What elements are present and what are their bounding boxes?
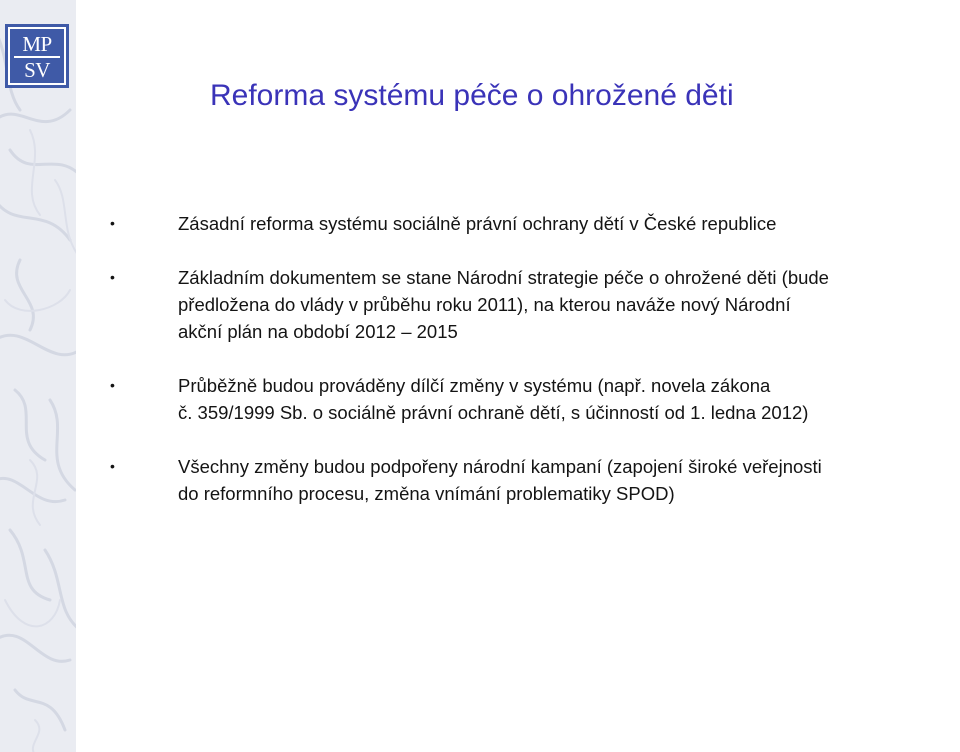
slide-title: Reforma systému péče o ohrožené děti [210, 79, 734, 112]
logo-text-bottom: SV [24, 58, 50, 82]
bullet-line: č. 359/1999 Sb. o sociálně právní ochraně dětí, s účinností od 1. ledna 2012) [178, 402, 809, 423]
side-decoration-strip [0, 0, 76, 752]
logo-text-top: MP [22, 32, 52, 56]
bullet-item [110, 372, 955, 426]
bullet-line: Zásadní reforma systému sociálně právní ochrany dětí v České republice [178, 213, 777, 234]
bullet-line: do reformního procesu, změna vnímání problematiky SPOD) [178, 483, 675, 504]
bullet-line: akční plán na období 2012 – 2015 [178, 321, 458, 342]
bullet-item [110, 453, 955, 507]
bullet-dot-icon: • [110, 377, 115, 393]
bullet-line: Všechny změny budou podpořeny národní kampaní (zapojení široké veřejnosti [178, 456, 822, 477]
mpsv-logo-mark [10, 29, 64, 83]
bullet-line: Průběžně budou prováděny dílčí změny v systému (např. novela zákona [178, 375, 771, 396]
bullet-item [110, 264, 955, 345]
decorative-pattern [0, 0, 76, 752]
bullet-dot-icon: • [110, 269, 115, 285]
bullet-line: Základním dokumentem se stane Národní strategie péče o ohrožené děti (bude [178, 267, 829, 288]
mpsv-logo [5, 24, 69, 88]
bullet-line: předložena do vlády v průběhu roku 2011), na kterou naváže nový Národní [178, 294, 791, 315]
bullet-item [110, 210, 955, 237]
bullet-list [110, 210, 955, 507]
bullet-dot-icon: • [110, 215, 115, 231]
bullet-dot-icon: • [110, 458, 115, 474]
